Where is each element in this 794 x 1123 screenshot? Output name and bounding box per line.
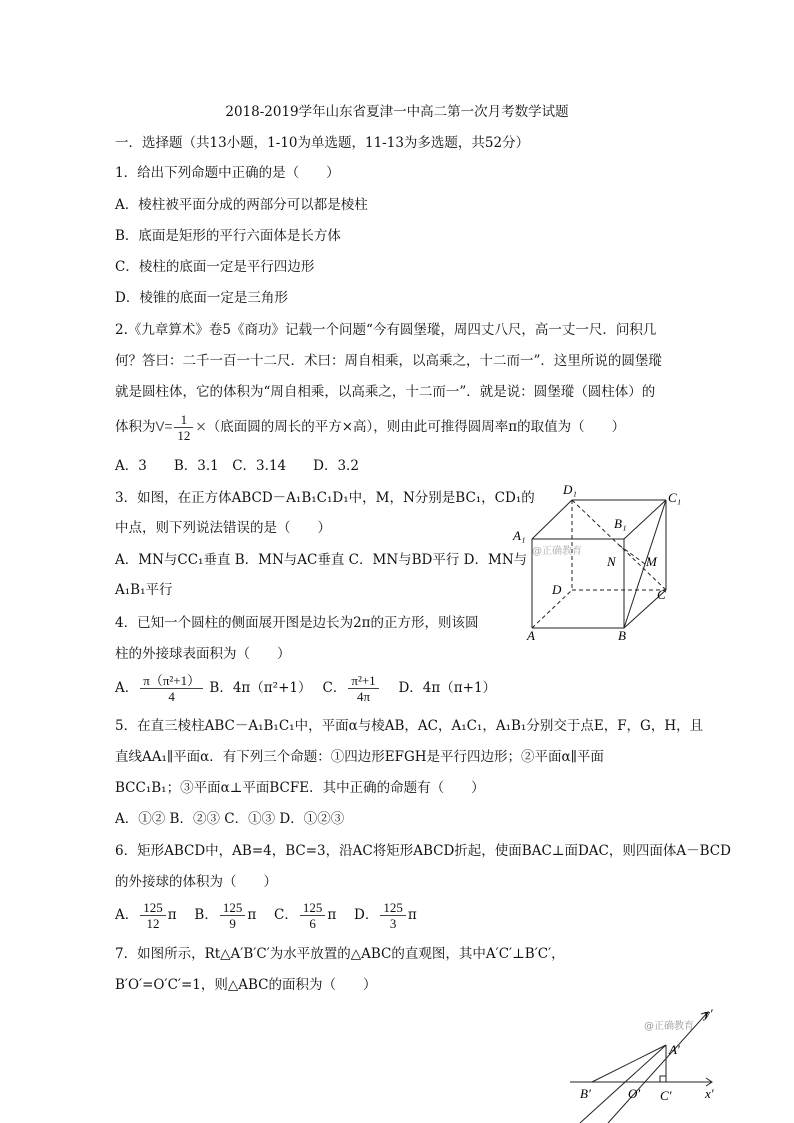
- fig7-watermark: @正确教育: [644, 1021, 694, 1032]
- question-2-line-3: 就是圆柱体，它的体积为“周自相乘，以高乘之，十二而一”．就是说：圆堡瑽（圆柱体）的: [115, 384, 656, 400]
- question-5-line-1: 5．在直三棱柱ABC－A₁B₁C₁中，平面α与棱AB，AC，A₁C₁，A₁B₁分别交于点E，F，G，H，且: [115, 718, 704, 734]
- q4-a-num: π（π²+1）: [140, 673, 203, 689]
- page-title: 2018-2019学年山东省夏津一中高二第一次月考数学试题: [225, 104, 569, 120]
- question-3-line-2: 中点，则下列说法错误的是（ ）: [115, 520, 331, 536]
- q4-a-den: 4: [168, 689, 175, 704]
- cube-label-c: C: [657, 587, 666, 602]
- fig7-label-x: x′: [705, 1086, 714, 1101]
- q2-times: ×: [195, 419, 207, 435]
- cube-label-n: N: [607, 554, 616, 569]
- question-4-options: [115, 672, 496, 704]
- cube-label-c1: C₁: [668, 490, 682, 505]
- cube-watermark: @正确教育: [532, 546, 582, 557]
- question-2-options: A．3 B．3.1 C．3.14 D．3.2: [115, 458, 359, 474]
- question-2-line-2: 何？答曰：二千一百一十二尺．术曰：周自相乘，以高乘之，十二而一”．这里所说的圆堡瑽: [115, 353, 662, 369]
- q4-b: B．4π（π²+1）: [209, 680, 305, 696]
- q2-fraction: [174, 412, 193, 443]
- q6-d-den: 3: [389, 916, 397, 931]
- q6-a-label: A．: [115, 907, 139, 923]
- fig7-label-c: C′: [660, 1088, 672, 1103]
- question-6-line-1: 6．矩形ABCD中，AB=4，BC=3，沿AC将矩形ABCD折起，使面BAC⊥面DAC，则四面体A－BCD: [115, 843, 731, 859]
- q6-d-pi: π: [407, 907, 417, 923]
- q4-d: D．4π（π+1）: [398, 680, 497, 696]
- q6-c-pi: π: [327, 907, 337, 923]
- question-2-line-1: 2.《九章算术》卷5《商功》记载一个问题“今有圆堡瑽，周四丈八尺，高一丈一尺．问积几: [115, 322, 657, 338]
- q6-c-label: C．: [274, 907, 298, 923]
- q2-text-b: （底面圆的周长的平方×高），则由此可推得圆周率π的取值为（ ）: [206, 419, 626, 435]
- section-heading: 一．选择题（共13小题，1-10为单选题，11-13为多选题，共52分）: [115, 135, 530, 151]
- q6-a-den: 12: [146, 916, 160, 931]
- cube-label-m: M: [646, 554, 657, 569]
- question-6-options: [115, 899, 417, 931]
- q4-c-fraction: [348, 673, 378, 704]
- q6-b-fraction: [220, 900, 246, 931]
- question-3-line-4: A₁B₁平行: [115, 582, 173, 598]
- q2-frac-den: 12: [177, 428, 191, 443]
- q6-b-pi: π: [247, 907, 257, 923]
- cube-label-d: D: [552, 582, 562, 597]
- question-3-line-1: 3．如图，在正方体ABCD－A₁B₁C₁D₁中，M，N分别是BC₁，CD₁的: [115, 490, 535, 506]
- fig7-label-a: A′: [669, 1042, 680, 1057]
- oblique-axes-figure: [560, 1000, 740, 1123]
- q6-a-pi: π: [167, 907, 177, 923]
- q6-d-fraction: [380, 900, 406, 931]
- question-4-line-2: 柱的外接球表面积为（ ）: [115, 646, 291, 662]
- question-7-line-2: B′O′=O′C′=1，则△ABC的面积为（ ）: [115, 977, 377, 993]
- q6-c-num: 125: [300, 900, 326, 916]
- question-1-option-b: B．底面是矩形的平行六面体是长方体: [115, 228, 341, 244]
- q6-b-label: B．: [194, 907, 218, 923]
- question-4-line-1: 4．已知一个圆柱的侧面展开图是边长为2π的正方形，则该圆: [115, 615, 479, 631]
- question-7-line-1: 7．如图所示，Rt△A′B′C′为水平放置的△ABC的直观图，其中A′C′⊥B′C′，: [115, 946, 565, 962]
- question-5-line-2: 直线AA₁∥平面α．有下列三个命题：①四边形EFGH是平行四边形；②平面α∥平面: [115, 749, 604, 765]
- q4-a-fraction: [140, 673, 203, 704]
- question-5-line-3: BCC₁B₁；③平面α⊥平面BCFE．其中正确的命题有（ ）: [115, 780, 485, 796]
- q4-c-den: 4π: [356, 689, 371, 704]
- question-3-line-3: A．MN与CC₁垂直 B．MN与AC垂直 C．MN与BD平行 D．MN与: [115, 552, 528, 568]
- cube-label-b1: B₁: [614, 516, 627, 531]
- q2-text-a: 体积为: [115, 419, 156, 435]
- question-6-line-2: 的外接球的体积为（ ）: [115, 874, 277, 890]
- q6-c-fraction: [300, 900, 326, 931]
- cube-label-a1: A₁: [513, 528, 526, 543]
- question-2-line-4: [115, 412, 625, 443]
- cube-label-a: A: [527, 628, 535, 643]
- question-1-stem: 1．给出下列命题中正确的是（ ）: [115, 165, 340, 181]
- q6-b-num: 125: [220, 900, 246, 916]
- question-5-options: A．①② B．②③ C．①③ D．①②③: [115, 811, 345, 827]
- question-1-option-d: D．棱锥的底面一定是三角形: [115, 290, 288, 306]
- fig7-label-o: O′: [628, 1086, 641, 1101]
- cube-figure: [510, 478, 690, 643]
- question-1-option-c: C．棱柱的底面一定是平行四边形: [115, 259, 315, 275]
- q6-a-fraction: [140, 900, 166, 931]
- question-1-option-a: A．棱柱被平面分成的两部分可以都是棱柱: [115, 197, 368, 213]
- cube-label-b: B: [618, 628, 626, 643]
- q2-frac-num: 1: [174, 412, 193, 428]
- fig7-label-b: B′: [580, 1086, 591, 1101]
- q6-d-label: D．: [354, 907, 379, 923]
- q6-a-num: 125: [140, 900, 166, 916]
- fig7-label-y: y′: [704, 1006, 713, 1021]
- q6-c-den: 6: [309, 916, 316, 931]
- q6-b-den: 9: [229, 916, 236, 931]
- q4-a-label: A．: [115, 680, 139, 696]
- q6-d-num: 125: [380, 900, 406, 916]
- cube-label-d1: D₁: [563, 482, 577, 497]
- q4-c-num: π²+1: [348, 673, 378, 689]
- q2-volume-symbol: V=: [155, 419, 173, 434]
- q4-c-label: C．: [322, 680, 347, 696]
